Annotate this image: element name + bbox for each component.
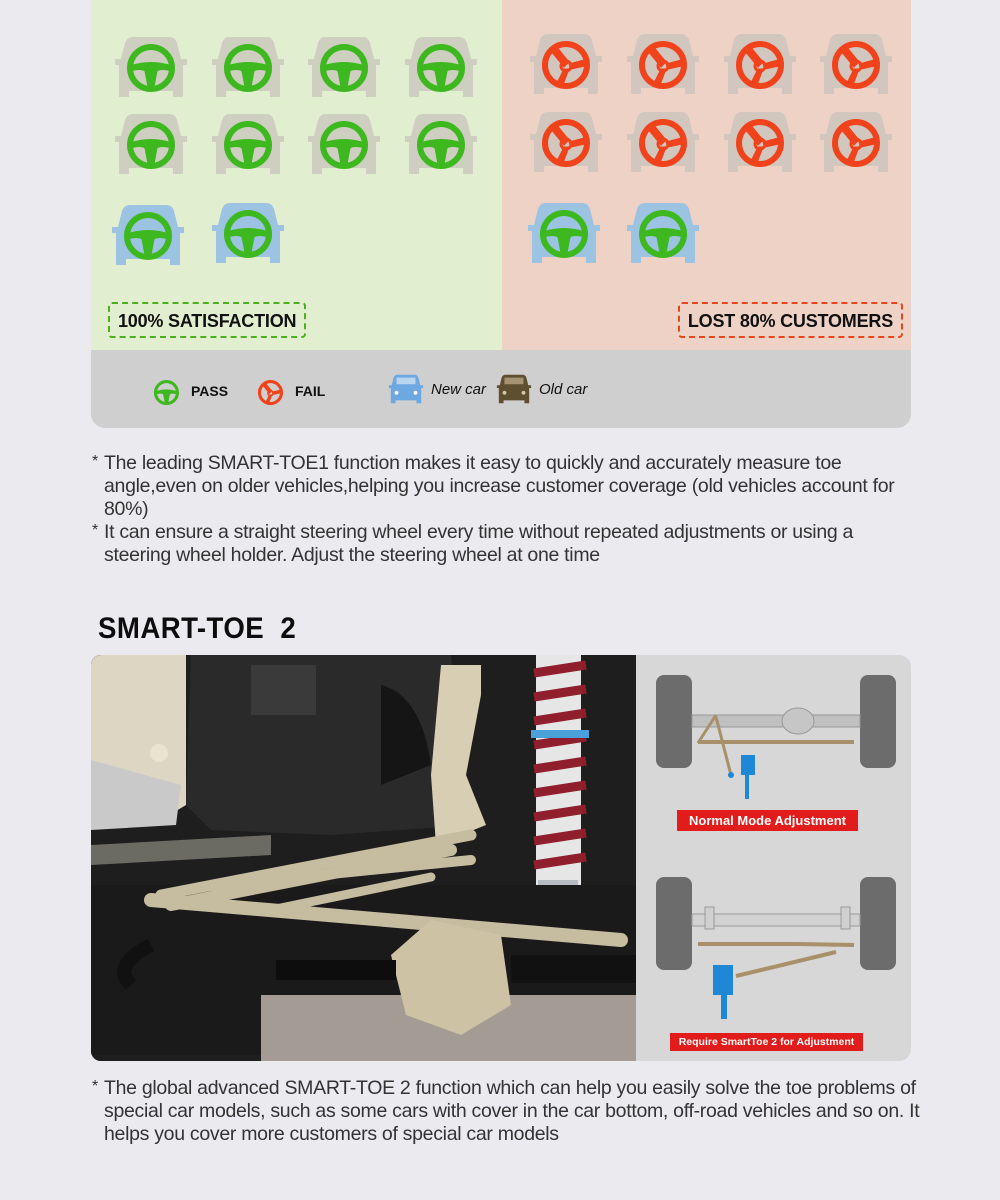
old-car-icon: [495, 372, 533, 406]
old-car-pass-icon: [304, 112, 384, 176]
legend-new-car-label: New car: [431, 380, 487, 398]
legend-old-car: [495, 372, 587, 406]
smarttoe2-diagram: [656, 877, 896, 1019]
old-car-pass-icon: [401, 35, 481, 99]
legend-old-car-label: Old car: [539, 380, 588, 398]
old-car-pass-icon: [401, 112, 481, 176]
comparison-infographic: [91, 0, 911, 428]
normal-mode-label: Normal Mode Adjustment: [677, 810, 858, 831]
legend-fail-label: FAIL: [295, 383, 326, 399]
suspension-photo: [91, 655, 636, 1061]
lost-customers-badge: LOST 80% CUSTOMERS: [678, 302, 903, 338]
legend-pass: [147, 372, 228, 410]
smart-toe2-notes: [92, 1077, 922, 1146]
old-car-pass-icon: [111, 35, 191, 99]
old-car-fail-icon: [816, 110, 896, 174]
old-car-pass-icon: [208, 35, 288, 99]
old-car-fail-icon: [720, 32, 800, 96]
pass-wheel-icon: [147, 372, 185, 410]
old-car-pass-icon: [111, 112, 191, 176]
old-car-fail-icon: [816, 32, 896, 96]
legend: [91, 350, 911, 428]
legend-new-car: [387, 372, 486, 406]
old-car-pass-icon: [208, 112, 288, 176]
note-item: * The leading SMART-TOE1 function makes it easy to quickly and accurately measure toe angle,even on older vehicles,helping you increase customer coverage (old vehicles account for 80%): [92, 452, 895, 520]
note-item: * It can ensure a straight steering wheel every time without repeated adjustments or using a steering wheel holder. Adjust the steering wheel at one time: [92, 521, 854, 566]
new-car-pass-icon: [108, 203, 188, 267]
satisfaction-badge: 100% SATISFACTION: [108, 302, 306, 338]
new-car-pass-icon: [208, 201, 288, 265]
require-smarttoe2-label: Require SmartToe 2 for Adjustment: [670, 1033, 863, 1051]
old-car-fail-icon: [720, 110, 800, 174]
legend-pass-label: PASS: [191, 383, 229, 399]
old-car-fail-icon: [526, 32, 606, 96]
fail-panel: [502, 0, 911, 350]
old-car-fail-icon: [623, 32, 703, 96]
smart-toe1-notes: [92, 452, 922, 567]
section-title-smart-toe2: SMART-TOE 2: [98, 612, 297, 645]
pass-panel: [91, 0, 502, 350]
normal-mode-diagram: [656, 675, 896, 799]
note-item: * The global advanced SMART-TOE 2 function which can help you easily solve the toe problems of special car models, such as some cars with cover in the car bottom, off-road vehicles and so on. It helps you cover more customers of special car models: [92, 1077, 920, 1145]
toe-mode-diagrams: [636, 655, 911, 1061]
old-car-pass-icon: [304, 35, 384, 99]
old-car-fail-icon: [526, 110, 606, 174]
new-car-pass-icon: [623, 201, 703, 265]
legend-fail: [251, 372, 325, 410]
new-car-pass-icon: [524, 201, 604, 265]
fail-wheel-icon: [251, 372, 289, 410]
new-car-icon: [387, 372, 425, 406]
old-car-fail-icon: [623, 110, 703, 174]
